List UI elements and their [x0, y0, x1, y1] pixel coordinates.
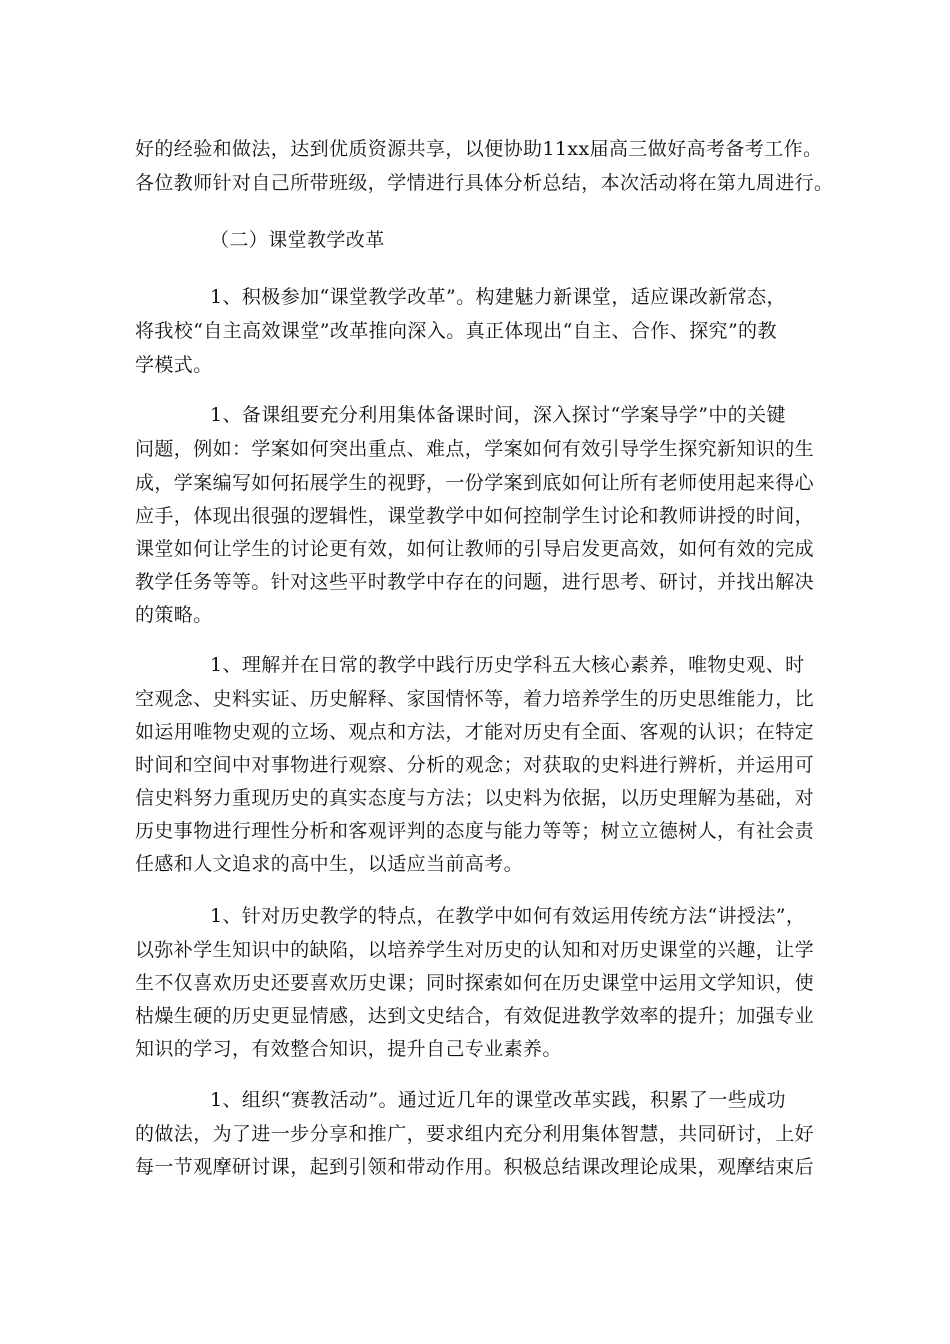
item-2-line-4: 应手，体现出很强的逻辑性，课堂教学中如何控制学生讨论和教师讲授的时间， [135, 505, 815, 527]
item-3-line-7: 任感和人文追求的高中生，以适应当前高考。 [135, 853, 524, 875]
item-2-line-2: 问题，例如：学案如何突出重点、难点，学案如何有效引导学生探究新知识的生 [135, 438, 815, 460]
item-3-line-1: 1、理解并在日常的教学中践行历史学科五大核心素养，唯物史观、时 [210, 654, 805, 676]
item-2-line-3: 成，学案编写如何拓展学生的视野，一份学案到底如何让所有老师使用起来得心 [135, 472, 815, 494]
item-3-line-5: 信史料努力重现历史的真实态度与方法；以史料为依据，以历史理解为基础，对 [135, 787, 815, 809]
item-2-line-5: 课堂如何让学生的讨论更有效，如何让教师的引导启发更高效，如何有效的完成 [135, 538, 815, 560]
item-1-line-3: 学模式。 [135, 354, 213, 376]
item-4-line-3: 生不仅喜欢历史还要喜欢历史课；同时探索如何在历史课堂中运用文学知识，使 [135, 972, 815, 994]
item-2-line-6: 教学任务等等。针对这些平时教学中存在的问题，进行思考、研讨，并找出解决 [135, 571, 815, 593]
item-5-line-2: 的做法，为了进一步分享和推广，要求组内充分利用集体智慧，共同研讨，上好 [135, 1123, 815, 1145]
intro-line-2: 各位教师针对自己所带班级，学情进行具体分析总结，本次活动将在第九周进行。 [135, 172, 834, 194]
item-3-line-6: 历史事物进行理性分析和客观评判的态度与能力等等；树立立德树人，有社会责 [135, 820, 815, 842]
item-3-line-3: 如运用唯物史观的立场、观点和方法，才能对历史有全面、客观的认识；在特定 [135, 721, 815, 743]
item-2-line-7: 的策略。 [135, 604, 213, 626]
item-4-line-5: 知识的学习，有效整合知识，提升自己专业素养。 [135, 1038, 562, 1060]
item-2-line-1: 1、备课组要充分利用集体备课时间，深入探讨“学案导学”中的关键 [210, 404, 786, 426]
item-1-line-1: 1、积极参加“课堂教学改革”。构建魅力新课堂，适应课改新常态， [210, 286, 786, 308]
item-4-line-4: 枯燥生硬的历史更显情感，达到文史结合，有效促进教学效率的提升；加强专业 [135, 1005, 815, 1027]
item-3-line-2: 空观念、史料实证、历史解释、家国情怀等，着力培养学生的历史思维能力，比 [135, 688, 815, 710]
intro-line-1: 好的经验和做法，达到优质资源共享，以便协助11xx届高三做好高考备考工作。 [135, 138, 823, 160]
item-3-line-4: 时间和空间中对事物进行观察、分析的观念；对获取的史料进行辨析，并运用可 [135, 754, 815, 776]
item-5-line-1: 1、组织“赛教活动”。通过近几年的课堂改革实践，积累了一些成功 [210, 1089, 786, 1111]
item-4-line-1: 1、针对历史教学的特点，在教学中如何有效运用传统方法“讲授法”， [210, 905, 806, 927]
item-5-line-3: 每一节观摩研讨课，起到引领和带动作用。积极总结课改理论成果，观摩结束后 [135, 1156, 815, 1178]
item-4-line-2: 以弥补学生知识中的缺陷，以培养学生对历史的认知和对历史课堂的兴趣，让学 [135, 939, 815, 961]
item-1-line-2: 将我校“自主高效课堂”改革推向深入。真正体现出“自主、合作、探究”的教 [135, 320, 777, 342]
section-heading: （二）课堂教学改革 [210, 229, 385, 251]
